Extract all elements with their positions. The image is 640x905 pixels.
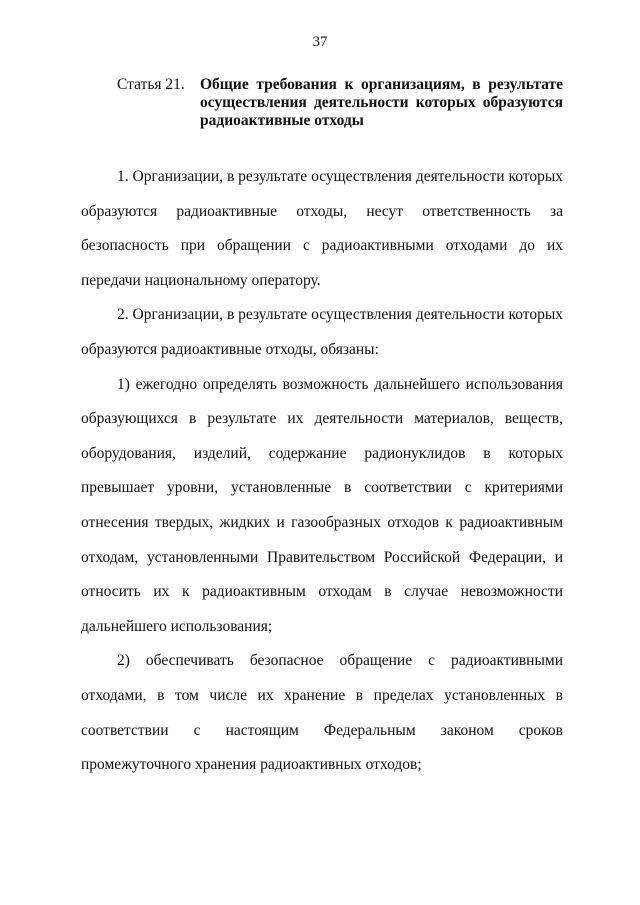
article-body	[81, 160, 563, 783]
paragraph-1: 1. Организации, в результате осуществления деятельности которых образуются радиоактивные отходы, несут ответственность за безопасность при обращении с радиоактивными отходами до их передачи национальному оператору.	[81, 168, 563, 289]
article-heading	[117, 76, 563, 130]
paragraph-2-item-2: 2) обеспечивать безопасное обращение с радиоактивными отходами, в том числе их хранение в пределах установленных в соответствии с настоящим Федеральным законом сроков промежуточного хранения радиоактивных отходов;	[81, 652, 563, 774]
paragraph-2-item-1: 1) ежегодно определять возможность дальнейшего использования образующихся в результате их деятельности материалов, веществ, оборудования, изделий, содержание радионуклидов в которых превышает уровни, установленные в соответствии с критериями отнесения твердых, жидких и газообразных отходов к радиоактивным отходам, установленными Правительством Российской Федерации, и относить их к радиоактивным отходам в случае невозможности дальнейшего использования;	[81, 375, 563, 635]
article-label: Статья 21.	[117, 76, 185, 93]
paragraph-2: 2. Организации, в результате осуществления деятельности которых образуются радиоактивные отходы, обязаны:	[81, 306, 563, 358]
page-number: 37	[312, 34, 328, 50]
article-title: Общие требования к организациям, в результате осуществления деятельности которых образуются радиоактивные отходы	[200, 76, 563, 129]
